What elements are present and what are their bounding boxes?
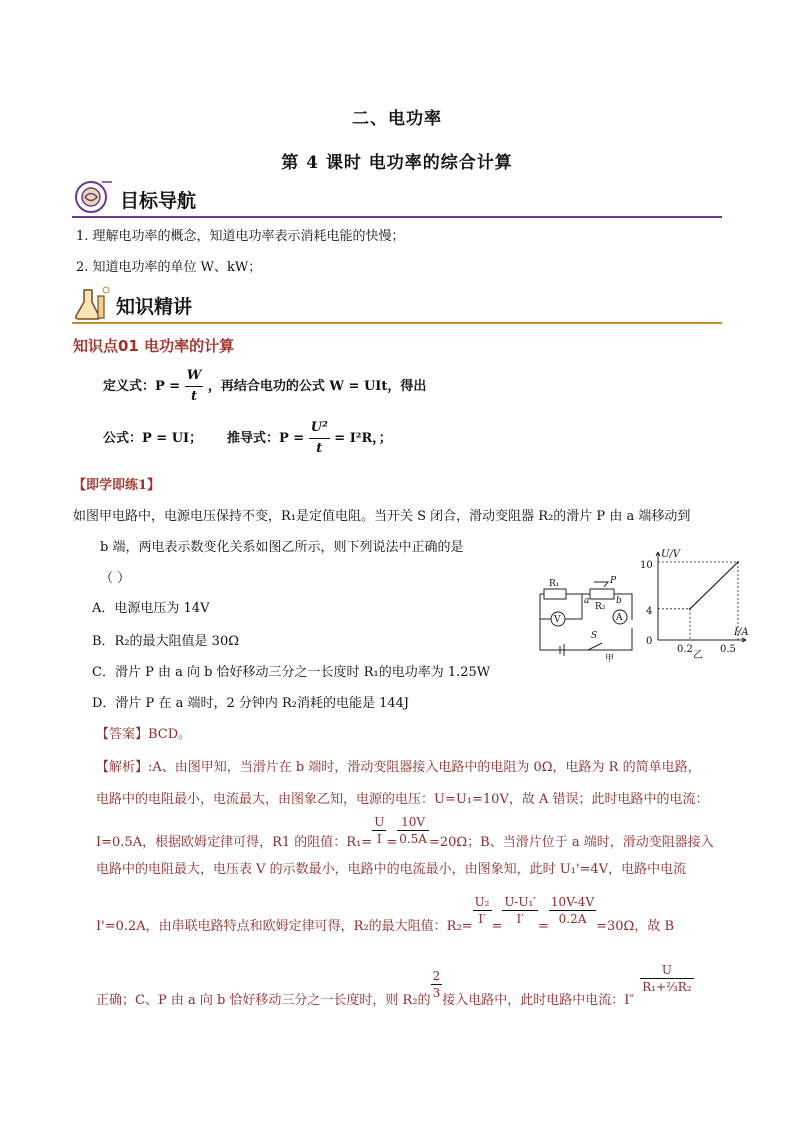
analysis-text: 接入电路中，此时电路中电流：I″ (442, 993, 635, 1008)
option-b: B．R₂的最大阻值是 30Ω (92, 634, 240, 649)
formula-line: 公式：P = UI； (103, 431, 203, 446)
knowledge-divider (72, 322, 722, 324)
analysis-text: =20Ω；B、当滑片位于 a 端时，滑动变阻器接入 (428, 835, 714, 850)
label-b: b (616, 596, 622, 606)
y-tick-4: 4 (646, 606, 653, 617)
goals-heading: 目标导航 (120, 190, 197, 212)
fraction-denominator: R₁+⅔R₂ (642, 980, 692, 994)
goal-item-2: 2. 知道电功率的单位 W、kW； (76, 260, 262, 275)
brain-gear-icon (72, 178, 112, 216)
fraction-numerator: W (185, 366, 204, 387)
analysis-line-2: 电路中的电阻最小，电流最大，由图象乙知，电源的电压：U=U₁=10V，故 A 错误；此时电路中的电流： (96, 792, 709, 807)
goals-banner (72, 178, 722, 218)
derivation-fraction (309, 418, 330, 459)
r1-fraction-a (372, 814, 386, 847)
fraction-denominator: I′ (516, 912, 524, 926)
r2-fraction-b (502, 894, 538, 927)
fraction-numerator: U (374, 815, 385, 829)
option-a: A．电源电压为 14V (92, 601, 210, 616)
lesson-title: 第 4 课时 电功率的综合计算 (281, 153, 513, 173)
chapter-title: 二、电功率 (352, 109, 442, 129)
fraction-numerator: U-U₁′ (504, 895, 537, 909)
goal-item-1: 1. 理解电功率的概念，知道电功率表示消耗电能的快慢； (76, 229, 405, 244)
x-tick-0-2: 0.2 (677, 644, 693, 655)
slider-arrow (594, 582, 608, 587)
ui-graph (640, 548, 762, 660)
label-s: S (591, 631, 598, 641)
current-fraction (640, 962, 693, 995)
fraction-numerator: U² (309, 418, 330, 439)
y-tick-10: 10 (640, 560, 653, 571)
fraction-numerator: 10V-4V (550, 895, 595, 909)
fraction-denominator: 0.5A (399, 832, 427, 846)
fraction-numerator: U₂ (474, 895, 490, 909)
fraction-denominator: I (376, 832, 382, 846)
definition-prefix: 定义式：P = (103, 379, 185, 394)
definition-suffix: ，再结合电功的公式 W = UIt，得出 (207, 379, 427, 394)
label-a: a (584, 596, 590, 606)
flask-icon (72, 284, 112, 322)
rheostat-r2 (590, 589, 614, 599)
label-a-meter: A (616, 613, 623, 623)
derivation-suffix: = I²R，； (334, 431, 392, 446)
label-v: V (554, 615, 561, 625)
analysis-line-1: 【解析】:A、由图甲知，当滑片在 b 端时，滑动变阻器接入电路中的电阻为 0Ω，电路为 R 的简单电路， (96, 760, 701, 775)
r1-fraction-b (397, 814, 429, 847)
y-tick-0: 0 (646, 636, 653, 647)
analysis-text: I=0.5A，根据欧姆定律可得，R1 的阻值：R₁= (96, 835, 373, 850)
data-point-1 (737, 561, 739, 563)
question-stem-line1: 如图甲电路中，电源电压保持不变，R₁是定值电阻。当开关 S 闭合，滑动变阻器 R₂的滑片 P 由 a 端移动到 (73, 509, 691, 524)
knowledge-heading: 知识精讲 (116, 296, 193, 318)
label-r1: R₁ (549, 579, 560, 589)
derivation-line (227, 418, 392, 459)
answer-line: 【答案】BCD。 (96, 727, 192, 742)
x-axis-label: I/A (734, 627, 749, 638)
fraction-denominator: 3 (432, 986, 441, 1000)
analysis-line-6 (96, 963, 694, 1008)
r2-fraction-a (473, 894, 492, 927)
circuit-diagram (528, 572, 643, 664)
answer-blank: （ ） (100, 571, 131, 586)
two-thirds-fraction (431, 968, 443, 1001)
fraction-numerator: 2 (432, 969, 441, 983)
analysis-line-5: I'=0.2A，由串联电路特点和欧姆定律可得，R₂的最大阻值：R₂= $\frac{\text{U₂}}{I'}$ = $\frac{\text{U-U₁′}}{I'}$ = $\frac{10V-4V}{0.2A}$ =30Ω，故 B (96, 895, 675, 934)
knowledge-banner (72, 284, 722, 324)
label-r2: R₂ (595, 602, 606, 612)
data-point-0 (689, 608, 691, 610)
fraction-denominator: t (191, 389, 198, 404)
resistor-r1 (544, 589, 566, 599)
knowledge-point-title: 知识点01 电功率的计算 (73, 337, 235, 355)
option-c: C．滑片 P 由 a 向 b 恰好移动三分之一长度时 R₁的电功率为 1.25W (92, 665, 491, 680)
graph-caption: 乙 (693, 650, 703, 660)
y-axis-label: U/V (661, 549, 681, 560)
power-fraction (185, 366, 204, 407)
fraction-denominator: 0.2A (558, 912, 587, 926)
data-line (690, 562, 738, 609)
fraction-denominator: I′ (478, 912, 486, 926)
label-jia: 甲 (605, 654, 615, 664)
analysis-text: 正确；C、P 由 a 向 b 恰好移动三分之一长度时，则 R₂的 (96, 993, 431, 1008)
derivation-prefix: 推导式：P = (227, 431, 309, 446)
analysis-line-4: 电路中的电阻最大，电压表 V 的示数最小，电路中的电流最小，由图象知，此时 U₁'=4V，电路中电流 (96, 862, 687, 877)
definition-line (103, 366, 426, 407)
analysis-text: =30Ω，故 B (596, 919, 675, 934)
practice-label: 【即学即练1】 (73, 478, 161, 493)
fraction-denominator: t (316, 441, 323, 456)
goals-divider (72, 216, 722, 218)
x-tick-0-5: 0.5 (720, 644, 736, 655)
fraction-numerator: 10V (397, 814, 429, 831)
analysis-line-3: I=0.5A，根据欧姆定律可得，R1 的阻值：R₁= $\frac{U}{I}$ = $\frac{10V}{0.5A}$ =20Ω；B、当滑片位于 a 端时，滑动变阻器接入 (96, 815, 714, 850)
switch (588, 643, 602, 650)
fraction-numerator: U (640, 962, 693, 979)
option-d: D．滑片 P 在 a 端时，2 分钟内 R₂消耗的电能是 144J (92, 696, 410, 711)
question-stem-line2: b 端，两电表示数变化关系如图乙所示，则下列说法中正确的是 (100, 540, 464, 555)
analysis-text: I'=0.2A，由串联电路特点和欧姆定律可得，R₂的最大阻值：R₂= (96, 919, 473, 934)
r2-fraction-c (549, 894, 596, 927)
label-p: P (610, 576, 617, 586)
